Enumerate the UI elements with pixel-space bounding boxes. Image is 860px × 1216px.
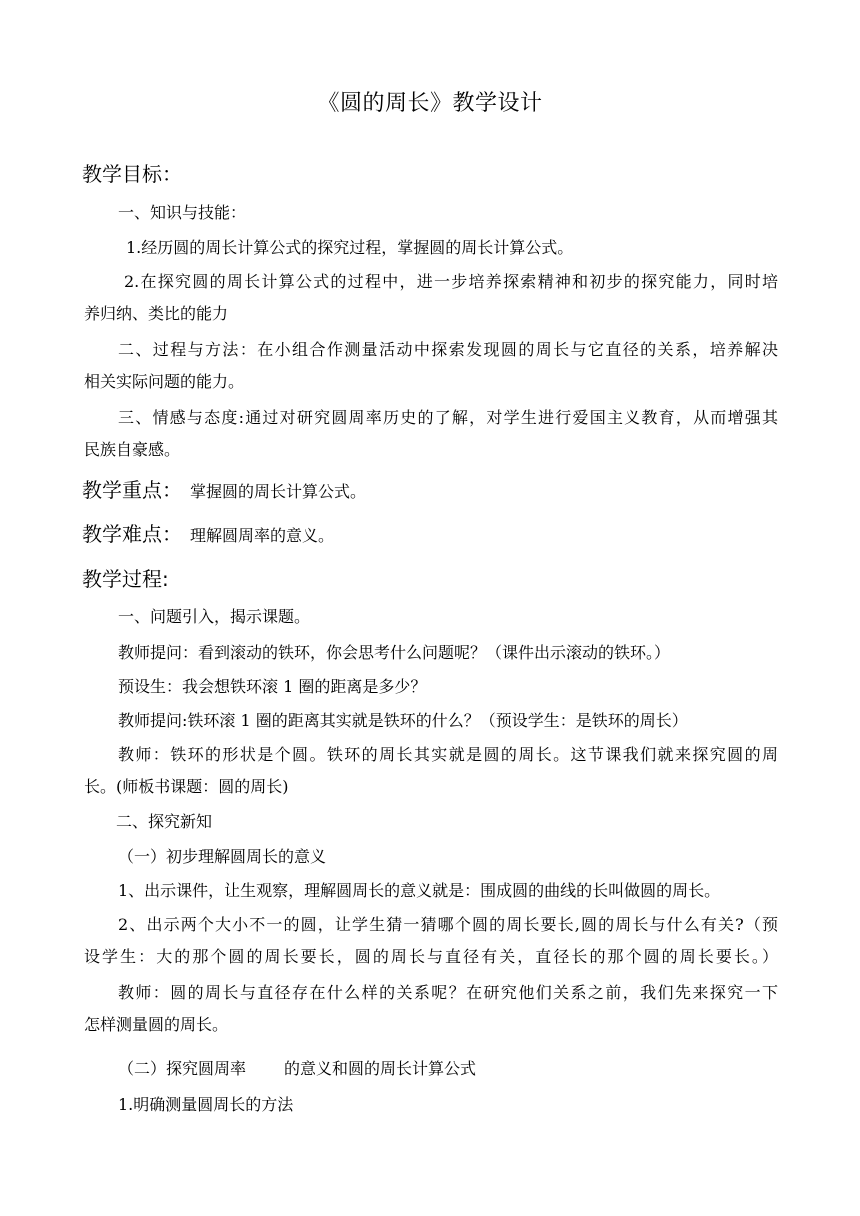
difficulty (82, 520, 334, 550)
process-heading: 教学过程: (82, 567, 169, 591)
key-point-text: 掌握圆的周长计算公式。 (190, 482, 367, 501)
knowledge-item-2-line-2: 养归纳、类比的能力 (84, 304, 229, 323)
subsection-2-heading-part-2: 的意义和圆的周长计算公式 (284, 1059, 477, 1078)
key-point (82, 476, 366, 506)
list-item-1: 1、出示课件，让生观察，理解圆周长的意义就是：围成圆的曲线的长叫做圆的周长。 (118, 881, 721, 900)
subsection-2-heading-part-1: （二）探究圆周率 (118, 1059, 247, 1078)
list-item-3: 1.明确测量圆周长的方法 (118, 1095, 294, 1114)
key-point-heading: 教学重点： (82, 478, 182, 502)
knowledge-item-1: 1.经历圆的周长计算公式的探究过程，掌握圆的周长计算公式。 (126, 238, 574, 257)
list-item-2-line-1: 2、出示两个大小不一的圆，让学生猜一猜哪个圆的周长要长,圆的周长与什么有关?（预 (118, 915, 778, 934)
difficulty-text: 理解圆周率的意义。 (190, 526, 335, 545)
emotion-attitude-line-2: 民族自豪感。 (84, 440, 181, 459)
paragraph-teacher-question-2: 教师提问:铁环滚 1 圈的距离其实就是铁环的什么？（预设学生：是铁环的周长） (118, 711, 688, 730)
process-method-line-1: 二、过程与方法：在小组合作测量活动中探索发现圆的周长与它直径的关系，培养解决 (118, 340, 778, 359)
knowledge-item-2-line-1: 2.在探究圆的周长计算公式的过程中，进一步培养探索精神和初步的探究能力，同时培 (124, 272, 778, 291)
paragraph-teacher-line-2: 长。(师板书课题：圆的周长) (84, 777, 289, 796)
paragraph-teacher-line-4: 怎样测量圆的周长。 (84, 1015, 229, 1034)
difficulty-heading: 教学难点： (82, 522, 182, 546)
list-item-2-line-2: 设学生：大的那个圆的周长要长，圆的周长与直径有关，直径长的那个圆的周长要长。） (84, 947, 778, 966)
subsection-1-heading: （一）初步理解圆周长的意义 (118, 847, 327, 866)
paragraph-teacher-line-1: 教师：铁环的形状是个圆。铁环的周长其实就是圆的周长。这节课我们就来探究圆的周 (118, 745, 778, 764)
process-method-line-2: 相关实际问题的能力。 (84, 372, 245, 391)
emotion-attitude-line-1: 三、情感与态度:通过对研究圆周率历史的了解，对学生进行爱国主义教育，从而增强其 (118, 408, 778, 427)
paragraph-student-answer-1: 预设生：我会想铁环滚 1 圈的距离是多少？ (118, 677, 427, 696)
paragraph-teacher-question-1: 教师提问：看到滚动的铁环，你会思考什么问题呢？（课件出示滚动的铁环。） (118, 643, 671, 662)
document-title: 《圆的周长》教学设计 (317, 91, 543, 116)
section-1-heading: 一、问题引入，揭示课题。 (118, 607, 311, 626)
goals-heading: 教学目标： (82, 162, 182, 186)
section-2-heading: 二、探究新知 (116, 812, 213, 831)
subsection-2-heading (118, 1058, 476, 1080)
knowledge-heading: 一、知识与技能： (118, 203, 247, 222)
paragraph-teacher-line-3: 教师：圆的周长与直径存在什么样的关系呢？在研究他们关系之前，我们先来探究一下 (118, 983, 778, 1002)
